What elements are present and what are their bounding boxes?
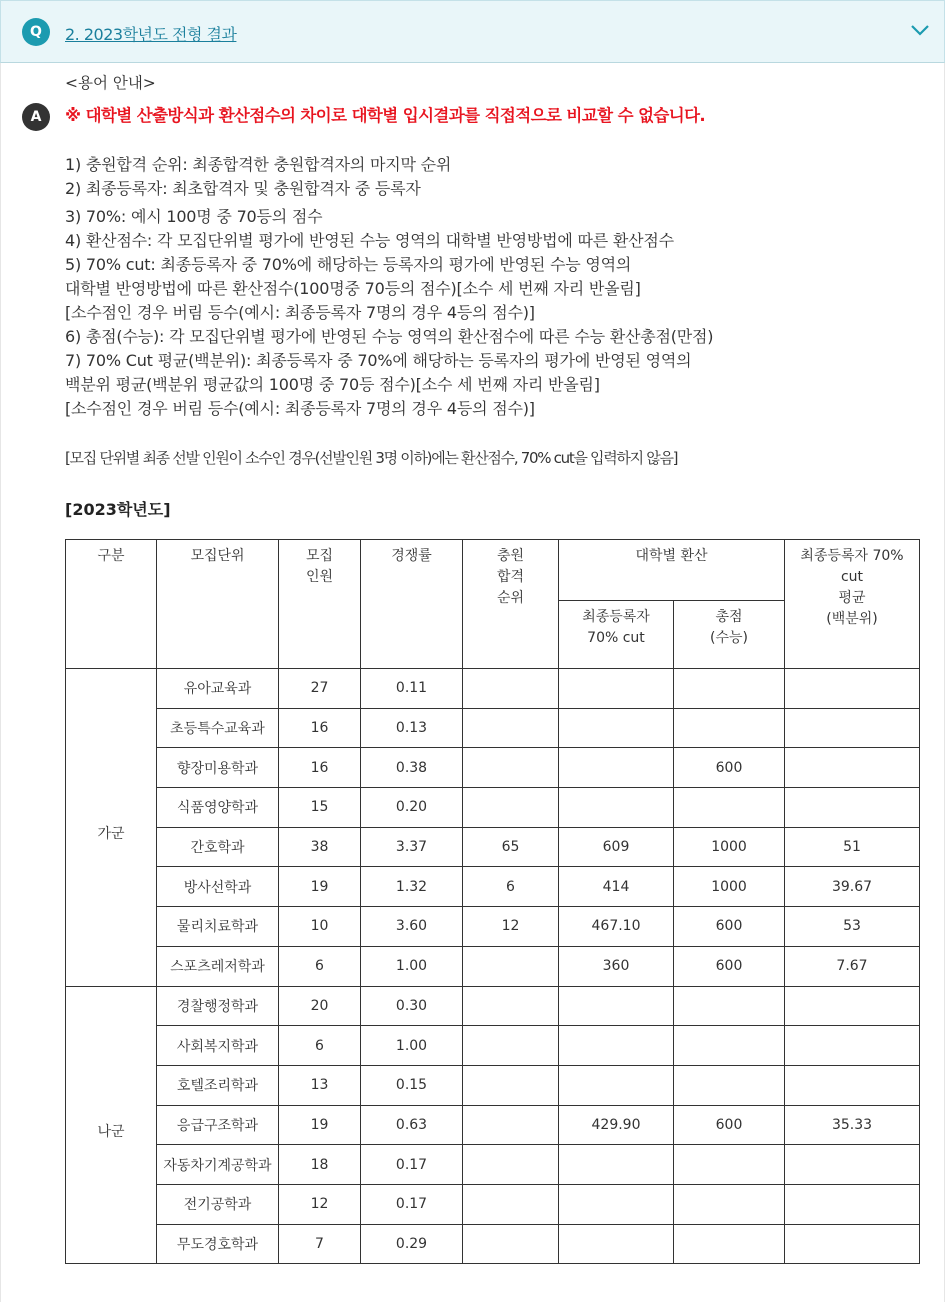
header-percentile: 최종등록자 70% cut 평균 (백분위) bbox=[785, 540, 920, 669]
question-header[interactable] bbox=[0, 0, 945, 63]
cell-pct: 39.67 bbox=[785, 867, 920, 907]
question-badge: Q bbox=[22, 18, 50, 46]
cell-total bbox=[674, 1065, 785, 1105]
cell-cut70 bbox=[559, 708, 674, 748]
cell-pct bbox=[785, 1184, 920, 1224]
table-row bbox=[66, 867, 920, 907]
cell-ratio: 0.17 bbox=[361, 1184, 463, 1224]
cell-rank: 12 bbox=[463, 907, 559, 947]
header-category: 구분 bbox=[66, 540, 157, 669]
term-line: 2) 최종등록자: 최초합격자 및 충원합격자 중 등록자 bbox=[65, 179, 421, 198]
results-table-body bbox=[66, 669, 920, 1264]
cell-unit: 방사선학과 bbox=[157, 867, 279, 907]
cell-quota: 19 bbox=[279, 867, 361, 907]
cell-rank bbox=[463, 708, 559, 748]
header-unit: 모집단위 bbox=[157, 540, 279, 669]
cell-rank bbox=[463, 748, 559, 788]
cell-unit: 물리치료학과 bbox=[157, 907, 279, 947]
cell-cut70: 609 bbox=[559, 827, 674, 867]
cell-total: 600 bbox=[674, 907, 785, 947]
cell-pct bbox=[785, 1026, 920, 1066]
cell-pct bbox=[785, 1145, 920, 1185]
cell-ratio: 1.32 bbox=[361, 867, 463, 907]
cell-ratio: 3.60 bbox=[361, 907, 463, 947]
cell-ratio: 0.29 bbox=[361, 1224, 463, 1264]
year-title: [2023학년도] bbox=[65, 500, 171, 519]
cell-cut70 bbox=[559, 1026, 674, 1066]
header-total: 총점 (수능) bbox=[674, 601, 785, 669]
cell-quota: 6 bbox=[279, 1026, 361, 1066]
term-line: 6) 총점(수능): 각 모집단위별 평가에 반영된 수능 영역의 환산점수에 따른 수능 환산총점(만점) bbox=[65, 327, 714, 346]
cell-rank bbox=[463, 1026, 559, 1066]
cell-quota: 13 bbox=[279, 1065, 361, 1105]
cell-total bbox=[674, 1145, 785, 1185]
cell-cut70: 414 bbox=[559, 867, 674, 907]
cell-unit: 응급구조학과 bbox=[157, 1105, 279, 1145]
cell-rank: 6 bbox=[463, 867, 559, 907]
term-line: 3) 70%: 예시 100명 중 70등의 점수 bbox=[65, 207, 323, 226]
cell-cut70 bbox=[559, 788, 674, 828]
cell-ratio: 0.11 bbox=[361, 669, 463, 709]
header-rank: 충원 합격 순위 bbox=[463, 540, 559, 669]
cell-pct bbox=[785, 788, 920, 828]
cell-total: 600 bbox=[674, 748, 785, 788]
table-row bbox=[66, 1026, 920, 1066]
term-line: 4) 환산점수: 각 모집단위별 평가에 반영된 수능 영역의 대학별 반영방법에 따른 환산점수 bbox=[65, 231, 674, 250]
cell-rank bbox=[463, 946, 559, 986]
cell-rank bbox=[463, 1145, 559, 1185]
cell-pct: 51 bbox=[785, 827, 920, 867]
cell-cut70: 467.10 bbox=[559, 907, 674, 947]
cell-cut70 bbox=[559, 986, 674, 1026]
cell-pct: 35.33 bbox=[785, 1105, 920, 1145]
cell-unit: 전기공학과 bbox=[157, 1184, 279, 1224]
cell-quota: 16 bbox=[279, 708, 361, 748]
term-line: 7) 70% Cut 평균(백분위): 최종등록자 중 70%에 해당하는 등록자의 평가에 반영된 영역의 bbox=[65, 351, 692, 370]
question-title-link[interactable]: 2. 2023학년도 전형 결과 bbox=[65, 25, 237, 44]
cell-unit: 식품영양학과 bbox=[157, 788, 279, 828]
cell-total: 600 bbox=[674, 1105, 785, 1145]
cell-rank bbox=[463, 1065, 559, 1105]
cell-rank bbox=[463, 1224, 559, 1264]
term-line: 5) 70% cut: 최종등록자 중 70%에 해당하는 등록자의 평가에 반영된 수능 영역의 bbox=[65, 255, 632, 274]
cell-ratio: 0.17 bbox=[361, 1145, 463, 1185]
cell-quota: 12 bbox=[279, 1184, 361, 1224]
cell-unit: 초등특수교육과 bbox=[157, 708, 279, 748]
cell-total: 1000 bbox=[674, 867, 785, 907]
table-row bbox=[66, 827, 920, 867]
cell-rank bbox=[463, 1105, 559, 1145]
table-row bbox=[66, 986, 920, 1026]
term-line: [소수점인 경우 버림 등수(예시: 최종등록자 7명의 경우 4등의 점수)] bbox=[65, 399, 535, 418]
cell-cut70 bbox=[559, 1184, 674, 1224]
cell-ratio: 1.00 bbox=[361, 946, 463, 986]
cell-ratio: 3.37 bbox=[361, 827, 463, 867]
cell-ratio: 0.13 bbox=[361, 708, 463, 748]
cell-cut70: 360 bbox=[559, 946, 674, 986]
cell-cut70 bbox=[559, 669, 674, 709]
table-row bbox=[66, 1184, 920, 1224]
cell-rank: 65 bbox=[463, 827, 559, 867]
cell-ratio: 0.30 bbox=[361, 986, 463, 1026]
table-row bbox=[66, 1145, 920, 1185]
cell-quota: 18 bbox=[279, 1145, 361, 1185]
cell-pct bbox=[785, 748, 920, 788]
cell-unit: 자동차기계공학과 bbox=[157, 1145, 279, 1185]
cell-ratio: 0.63 bbox=[361, 1105, 463, 1145]
cell-rank bbox=[463, 1184, 559, 1224]
cell-quota: 7 bbox=[279, 1224, 361, 1264]
cell-quota: 15 bbox=[279, 788, 361, 828]
cell-quota: 27 bbox=[279, 669, 361, 709]
cell-pct: 7.67 bbox=[785, 946, 920, 986]
warning-text: ※ 대학별 산출방식과 환산점수의 차이로 대학별 입시결과를 직접적으로 비교할 수 없습니다. bbox=[65, 106, 706, 125]
cell-cut70 bbox=[559, 1065, 674, 1105]
header-cut70: 최종등록자 70% cut bbox=[559, 601, 674, 669]
table-row bbox=[66, 1105, 920, 1145]
cell-quota: 10 bbox=[279, 907, 361, 947]
cell-pct bbox=[785, 1224, 920, 1264]
cell-cut70: 429.90 bbox=[559, 1105, 674, 1145]
cell-unit: 사회복지학과 bbox=[157, 1026, 279, 1066]
cell-unit: 스포츠레저학과 bbox=[157, 946, 279, 986]
cell-quota: 6 bbox=[279, 946, 361, 986]
selection-note: [모집 단위별 최종 선발 인원이 소수인 경우(선발인원 3명 이하)에는 환산점수, 70% cut을 입력하지 않음] bbox=[65, 449, 678, 467]
cell-cut70 bbox=[559, 748, 674, 788]
cell-total bbox=[674, 788, 785, 828]
table-row bbox=[66, 946, 920, 986]
cell-rank bbox=[463, 788, 559, 828]
table-row bbox=[66, 907, 920, 947]
cell-ratio: 0.15 bbox=[361, 1065, 463, 1105]
cell-total: 600 bbox=[674, 946, 785, 986]
cell-unit: 간호학과 bbox=[157, 827, 279, 867]
cell-quota: 20 bbox=[279, 986, 361, 1026]
cell-cut70 bbox=[559, 1145, 674, 1185]
cell-unit: 유아교육과 bbox=[157, 669, 279, 709]
header-quota: 모집 인원 bbox=[279, 540, 361, 669]
cell-cut70 bbox=[559, 1224, 674, 1264]
answer-panel bbox=[0, 63, 945, 1302]
table-row bbox=[66, 788, 920, 828]
cell-total bbox=[674, 986, 785, 1026]
table-row bbox=[66, 748, 920, 788]
term-definitions bbox=[65, 153, 713, 421]
term-line: 1) 충원합격 순위: 최종합격한 충원합격자의 마지막 순위 bbox=[65, 155, 452, 174]
cell-pct: 53 bbox=[785, 907, 920, 947]
cell-total bbox=[674, 708, 785, 748]
group-cell: 나군 bbox=[66, 986, 157, 1264]
term-line: 대학별 반영방법에 따른 환산점수(100명중 70등의 점수)[소수 세 번째 자리 반올림] bbox=[65, 279, 641, 298]
cell-unit: 향장미용학과 bbox=[157, 748, 279, 788]
cell-quota: 19 bbox=[279, 1105, 361, 1145]
cell-total bbox=[674, 1184, 785, 1224]
table-row bbox=[66, 1224, 920, 1264]
cell-total: 1000 bbox=[674, 827, 785, 867]
cell-pct bbox=[785, 986, 920, 1026]
table-row bbox=[66, 708, 920, 748]
answer-badge: A bbox=[22, 103, 50, 131]
header-ratio: 경쟁률 bbox=[361, 540, 463, 669]
cell-unit: 무도경호학과 bbox=[157, 1224, 279, 1264]
cell-quota: 38 bbox=[279, 827, 361, 867]
cell-unit: 경찰행정학과 bbox=[157, 986, 279, 1026]
cell-unit: 호텔조리학과 bbox=[157, 1065, 279, 1105]
table-row bbox=[66, 1065, 920, 1105]
cell-rank bbox=[463, 669, 559, 709]
cell-ratio: 0.38 bbox=[361, 748, 463, 788]
cell-total bbox=[674, 669, 785, 709]
cell-pct bbox=[785, 1065, 920, 1105]
cell-total bbox=[674, 1026, 785, 1066]
header-univ-conversion: 대학별 환산 bbox=[559, 540, 785, 601]
cell-pct bbox=[785, 669, 920, 709]
term-line: [소수점인 경우 버림 등수(예시: 최종등록자 7명의 경우 4등의 점수)] bbox=[65, 303, 535, 322]
cell-pct bbox=[785, 708, 920, 748]
cell-ratio: 0.20 bbox=[361, 788, 463, 828]
results-table bbox=[65, 539, 920, 1264]
group-cell: 가군 bbox=[66, 669, 157, 987]
cell-total bbox=[674, 1224, 785, 1264]
cell-ratio: 1.00 bbox=[361, 1026, 463, 1066]
cell-rank bbox=[463, 986, 559, 1026]
table-row bbox=[66, 669, 920, 709]
term-line: 백분위 평균(백분위 평균값의 100명 중 70등 점수)[소수 세 번째 자리 반올림] bbox=[65, 375, 600, 394]
chevron-down-icon[interactable] bbox=[910, 23, 930, 37]
cell-quota: 16 bbox=[279, 748, 361, 788]
terms-heading: <용어 안내> bbox=[65, 74, 156, 92]
